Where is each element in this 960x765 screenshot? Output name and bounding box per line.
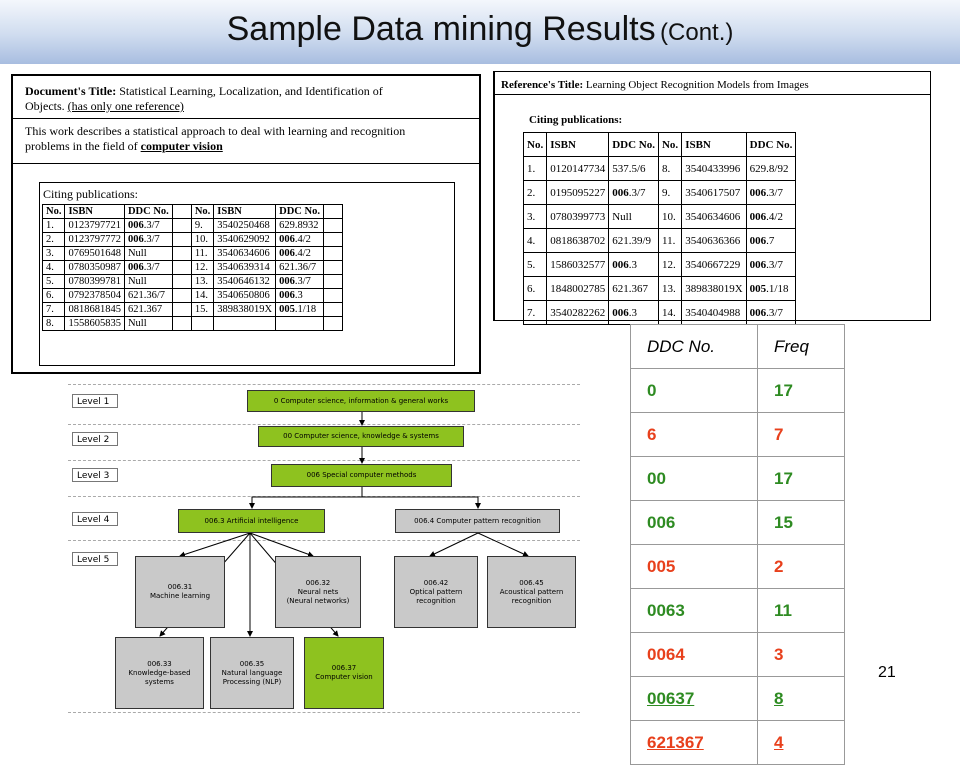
table-cell: 629.8/92	[746, 157, 796, 181]
table-cell: 621.367	[609, 277, 659, 301]
freq-header-ddc: DDC No.	[631, 325, 758, 369]
table-cell: 3540639314	[214, 261, 276, 275]
freq-ddc-cell: 0	[631, 369, 758, 413]
table-cell: 1558605835	[65, 317, 125, 331]
table-cell: 3540433996	[682, 157, 746, 181]
table-cell: Null	[609, 205, 659, 229]
document-title-text2: Objects.	[25, 99, 65, 113]
table-cell: 0769501648	[65, 247, 125, 261]
column-header: ISBN	[65, 205, 125, 219]
table-cell: 006.7	[746, 229, 796, 253]
table-cell: 11.	[658, 229, 681, 253]
table-cell: 006.3	[609, 253, 659, 277]
reference-citing-label: Citing publications:	[529, 114, 623, 126]
freq-ddc-cell: 005	[631, 545, 758, 589]
table-cell: 389838019X	[214, 303, 276, 317]
column-header: DDC No.	[746, 133, 796, 157]
freq-row	[631, 457, 845, 501]
node-006-3: 006.3 Artificial intelligence	[178, 509, 325, 533]
connector	[362, 497, 478, 508]
column-header: DDC No.	[609, 133, 659, 157]
connector	[430, 533, 478, 556]
table-cell: 3540282262	[547, 301, 609, 325]
table-cell: 1586032577	[547, 253, 609, 277]
level-3-label: Level 3	[72, 468, 118, 482]
table-cell: 006.3/7	[276, 275, 324, 289]
table-cell: 2.	[524, 181, 547, 205]
table-cell: 8.	[658, 157, 681, 181]
node-006-45: 006.45 Acoustical pattern recognition	[487, 556, 576, 628]
node-006-4: 006.4 Computer pattern recognition	[395, 509, 560, 533]
table-cell: 3540250468	[214, 219, 276, 233]
table-cell: 3540634606	[214, 247, 276, 261]
freq-ddc-cell: 00	[631, 457, 758, 501]
table-cell: 006.3/7	[746, 253, 796, 277]
freq-ddc-cell: 621367	[631, 721, 758, 765]
freq-count-cell: 17	[758, 457, 845, 501]
table-cell: 1.	[43, 219, 65, 233]
table-cell: 6.	[524, 277, 547, 301]
freq-count-cell: 15	[758, 501, 845, 545]
freq-count-cell: 4	[758, 721, 845, 765]
table-cell: 12.	[191, 261, 213, 275]
table-cell: 006.4/2	[276, 247, 324, 261]
table-cell: 0120147734	[547, 157, 609, 181]
table-cell: 13.	[191, 275, 213, 289]
table-cell: 8.	[43, 317, 65, 331]
reference-title-text: Learning Object Recognition Models from Images	[585, 79, 809, 91]
column-header: No.	[658, 133, 681, 157]
table-cell: 10.	[191, 233, 213, 247]
table-cell: 7.	[43, 303, 65, 317]
freq-count-cell: 11	[758, 589, 845, 633]
description-line-2: problems in the field of	[25, 139, 138, 153]
table-cell: 3540650806	[214, 289, 276, 303]
table-cell: 12.	[658, 253, 681, 277]
computer-vision-link: computer vision	[140, 139, 223, 153]
freq-row	[631, 633, 845, 677]
node-006-32: 006.32 Neural nets (Neural networks)	[275, 556, 361, 628]
table-cell: 1848002785	[547, 277, 609, 301]
table-cell: 621.39/9	[609, 229, 659, 253]
table-cell: 11.	[191, 247, 213, 261]
freq-count-cell: 17	[758, 369, 845, 413]
table-cell: 15.	[191, 303, 213, 317]
freq-row	[631, 501, 845, 545]
table-cell: 629.8932	[276, 219, 324, 233]
column-header: No.	[43, 205, 65, 219]
table-cell: 006.3/7	[746, 181, 796, 205]
document-citing-label: Citing publications:	[43, 187, 138, 201]
table-cell: 621.36/7	[124, 289, 172, 303]
table-cell: 3540634606	[682, 205, 746, 229]
freq-header-row	[631, 325, 845, 369]
description-line-1: This work describes a statistical approach to deal with learning and recognition	[25, 124, 406, 138]
table-cell: 4.	[43, 261, 65, 275]
table-cell: 3540617507	[682, 181, 746, 205]
table-cell: 0123797721	[65, 219, 125, 233]
level-2-label: Level 2	[72, 432, 118, 446]
table-cell: 3.	[43, 247, 65, 261]
node-006-33: 006.33 Knowledge-based systems	[115, 637, 204, 709]
table-cell: 0792378504	[65, 289, 125, 303]
document-title-text: Statistical Learning, Localization, and Identification of	[119, 84, 383, 98]
table-cell: Null	[124, 317, 172, 331]
freq-row	[631, 545, 845, 589]
table-cell: 006.3	[609, 301, 659, 325]
page-number: 21	[878, 664, 896, 681]
freq-row	[631, 589, 845, 633]
document-title-label: Document's Title:	[25, 84, 117, 98]
table-cell: 621.367	[124, 303, 172, 317]
freq-row	[631, 677, 845, 721]
node-006: 006 Special computer methods	[271, 464, 452, 487]
table-cell: 537.5/6	[609, 157, 659, 181]
table-cell: 9.	[658, 181, 681, 205]
reference-title-label: Reference's Title:	[501, 79, 584, 91]
table-cell: Null	[124, 247, 172, 261]
freq-row	[631, 413, 845, 457]
column-header: DDC No.	[124, 205, 172, 219]
column-header: ISBN	[214, 205, 276, 219]
table-cell: 5.	[43, 275, 65, 289]
freq-count-cell: 2	[758, 545, 845, 589]
slide-title-sub: (Cont.)	[660, 19, 734, 46]
node-0: 0 Computer science, information & general works	[247, 390, 475, 412]
column-header: ISBN	[547, 133, 609, 157]
table-cell: 006.3/7	[124, 261, 172, 275]
level-4-label: Level 4	[72, 512, 118, 526]
node-006-31: 006.31 Machine learning	[135, 556, 225, 628]
freq-count-cell: 3	[758, 633, 845, 677]
node-00: 00 Computer science, knowledge & systems	[258, 426, 464, 447]
node-006-42: 006.42 Optical pattern recognition	[394, 556, 478, 628]
only-one-reference-note: (has only one reference)	[67, 99, 184, 113]
table-cell: 0123797772	[65, 233, 125, 247]
column-header: DDC No.	[276, 205, 324, 219]
freq-ddc-cell: 0063	[631, 589, 758, 633]
freq-row	[631, 369, 845, 413]
table-cell: 621.36/7	[276, 261, 324, 275]
table-cell: Null	[124, 275, 172, 289]
table-cell: 0195095227	[547, 181, 609, 205]
freq-row	[631, 721, 845, 765]
level-1-label: Level 1	[72, 394, 118, 408]
table-cell: 10.	[658, 205, 681, 229]
table-cell: 006.4/2	[276, 233, 324, 247]
table-cell: 0780350987	[65, 261, 125, 275]
column-header: ISBN	[682, 133, 746, 157]
table-cell: 005.1/18	[746, 277, 796, 301]
table-cell: 9.	[191, 219, 213, 233]
freq-count-cell: 8	[758, 677, 845, 721]
table-cell: 006.3	[276, 289, 324, 303]
table-cell: 3.	[524, 205, 547, 229]
freq-ddc-cell: 6	[631, 413, 758, 457]
table-cell: 5.	[524, 253, 547, 277]
freq-ddc-cell: 0064	[631, 633, 758, 677]
slide-title-main: Sample Data mining Results	[226, 10, 656, 48]
connector	[478, 533, 528, 556]
column-header: No.	[524, 133, 547, 157]
table-cell: 0780399773	[547, 205, 609, 229]
table-cell: 3540636366	[682, 229, 746, 253]
table-cell: 14.	[191, 289, 213, 303]
freq-header-freq: Freq	[758, 325, 845, 369]
table-cell: 1.	[524, 157, 547, 181]
table-cell: 6.	[43, 289, 65, 303]
table-cell: 0818638702	[547, 229, 609, 253]
node-006-37: 006.37 Computer vision	[304, 637, 384, 709]
node-006-35: 006.35 Natural language Processing (NLP)	[210, 637, 294, 709]
table-cell: 006.3/7	[124, 233, 172, 247]
table-cell: 13.	[658, 277, 681, 301]
table-cell: 0780399781	[65, 275, 125, 289]
table-cell: 14.	[658, 301, 681, 325]
table-cell: 0818681845	[65, 303, 125, 317]
table-cell: 006.4/2	[746, 205, 796, 229]
freq-ddc-cell: 00637	[631, 677, 758, 721]
table-cell: 3540629092	[214, 233, 276, 247]
table-cell: 389838019X	[682, 277, 746, 301]
table-cell: 3540667229	[682, 253, 746, 277]
table-cell: 005.1/18	[276, 303, 324, 317]
table-cell: 006.3/7	[609, 181, 659, 205]
level-5-label: Level 5	[72, 552, 118, 566]
freq-count-cell: 7	[758, 413, 845, 457]
table-cell: 7.	[524, 301, 547, 325]
table-cell: 006.3/7	[124, 219, 172, 233]
column-header: No.	[191, 205, 213, 219]
table-cell: 3540404988	[682, 301, 746, 325]
table-cell: 4.	[524, 229, 547, 253]
table-cell: 3540646132	[214, 275, 276, 289]
table-cell: 2.	[43, 233, 65, 247]
connector	[252, 487, 362, 508]
ddc-frequency-table	[630, 324, 845, 765]
freq-ddc-cell: 006	[631, 501, 758, 545]
table-cell: 006.3/7	[746, 301, 796, 325]
